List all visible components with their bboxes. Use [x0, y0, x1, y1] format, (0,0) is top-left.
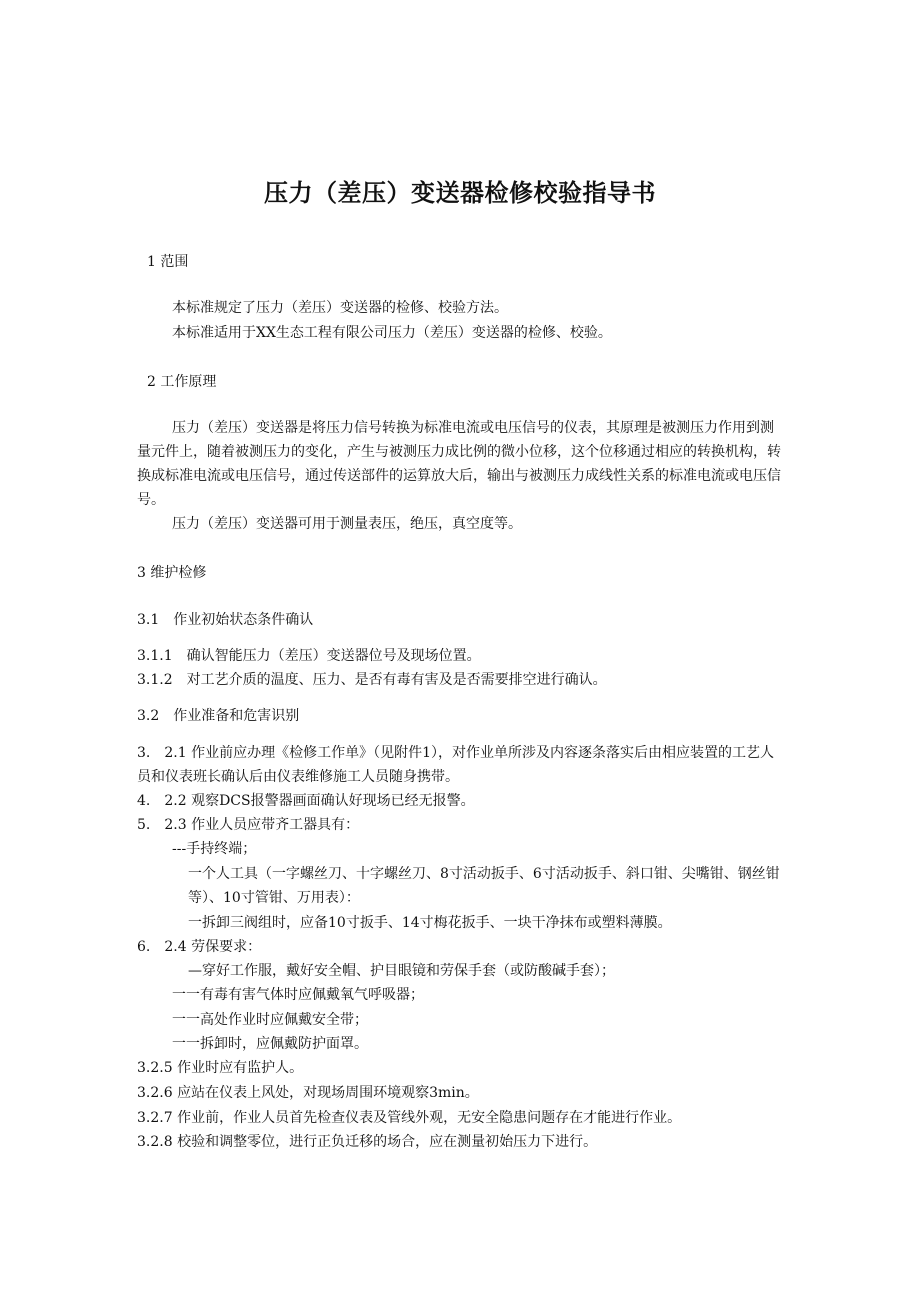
section-3-1-heading: 3.1 作业初始状态条件确认: [137, 612, 314, 628]
section-3-heading: 3 维护检修: [137, 565, 207, 581]
document-title: 压力（差压）变送器检修校验指导书: [264, 179, 656, 207]
section-2-paragraph-2: 压力（差压）变送器可用于测量表压，绝压，真空度等。: [172, 516, 522, 532]
item-3-2-4: 6. 2.4 劳保要求：: [137, 939, 262, 955]
section-1-heading: 1 范围: [147, 254, 189, 270]
section-2-paragraph-1: 压力（差压）变送器是将压力信号转换为标准电流或电压信号的仪表，其原理是被测压力作用到测量元件上，随着被测压力的变化，产生与被测压力成比例的微小位移，这个位移通过相应的转换机构，转换成标准电流或电压信号，通过传送部件的运算放大后，输出与被测压力成线性关系的标准电流或电压信号。: [137, 420, 781, 508]
section-3-1-1: 3.1.1 确认智能压力（差压）变送器位号及现场位置。: [137, 648, 481, 664]
item-3-2-3-c: 一拆卸三阀组时，应备10寸扳手、14寸梅花扳手、一块干净抹布或塑料薄膜。: [188, 915, 672, 931]
section-1-paragraph-2: 本标准适用于XX生态工程有限公司压力（差压）变送器的检修、校验。: [172, 325, 612, 341]
section-3-1-2: 3.1.2 对工艺介质的温度、压力、是否有毒有害及是否需要排空进行确认。: [137, 672, 607, 688]
section-3-2-6: 3.2.6 应站在仪表上风处，对现场周围环境观察3min。: [137, 1085, 479, 1101]
item-3-2-4-d: 一一拆卸时，应佩戴防护面罩。: [172, 1036, 368, 1052]
section-3-2-7: 3.2.7 作业前，作业人员首先检查仪表及管线外观，无安全隐患问题存在才能进行作业。: [137, 1110, 682, 1126]
item-3-2-3-b: 一个人工具（一字螺丝刀、十字螺丝刀、8寸活动扳手、6寸活动扳手、斜口钳、尖嘴钳、钢丝钳等）、10寸管钳、万用表）：: [188, 866, 780, 906]
section-3-2-5: 3.2.5 作业时应有监护人。: [137, 1060, 304, 1076]
item-3-2-2: 4. 2.2 观察DCS报警器画面确认好现场已经无报警。: [137, 793, 475, 809]
section-2-heading: 2 工作原理: [147, 374, 217, 390]
section-1-paragraph-1: 本标准规定了压力（差压）变送器的检修、校验方法。: [172, 300, 508, 316]
item-3-2-3-a: ---手持终端；: [172, 841, 257, 857]
item-3-2-4-b: 一一有毒有害气体时应佩戴氧气呼吸器；: [172, 987, 424, 1003]
item-3-2-4-a: —穿好工作服，戴好安全帽、护目眼镜和劳保手套（或防酸碱手套）；: [188, 963, 615, 979]
item-3-2-1: 3. 2.1 作业前应办理《检修工作单》（见附件1），对作业单所涉及内容逐条落实后由相应装置的工艺人员和仪表班长确认后由仪表维修施工人员随身携带。: [137, 745, 774, 785]
item-3-2-4-c: 一一高处作业时应佩戴安全带；: [172, 1012, 368, 1028]
section-3-2-heading: 3.2 作业准备和危害识别: [137, 708, 300, 724]
item-3-2-3: 5. 2.3 作业人员应带齐工器具有：: [137, 817, 360, 833]
section-3-2-8: 3.2.8 校验和调整零位，进行正负迁移的场合，应在测量初始压力下进行。: [137, 1134, 598, 1150]
